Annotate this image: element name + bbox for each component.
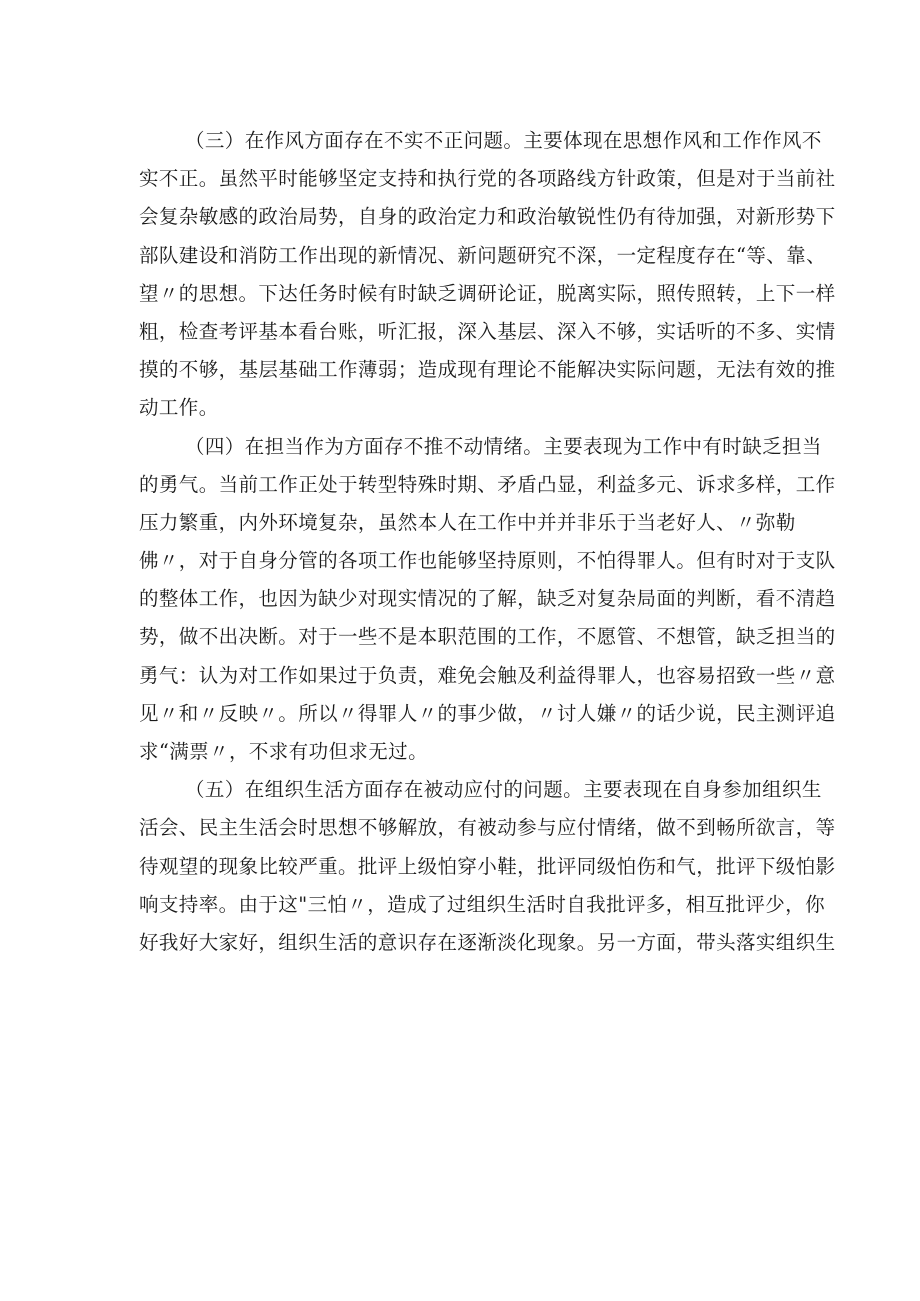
text-line: 动工作。 bbox=[139, 396, 219, 420]
text-line: 望〃的思想。下达任务时候有时缺乏调研论证，脱离实际，照传照转，上下一样 bbox=[139, 281, 836, 305]
text-line: 粗，检查考评基本看台账，听汇报，深入基层、深入不够，实话听的不多、实情 bbox=[139, 319, 836, 343]
text-line: （三）在作风方面存在不实不正问题。主要体现在思想作风和工作作风不 bbox=[185, 129, 822, 152]
text-line: 佛〃，对于自身分管的各项工作也能够坚持原则，不怕得罪人。但有时对于支队 bbox=[139, 549, 836, 573]
text-line: 求“满票〃，不求有功但求无过。 bbox=[139, 740, 428, 763]
text-line: 实不正。虽然平时能够坚定支持和执行党的各项路线方针政策，但是对于当前社 bbox=[139, 167, 836, 191]
text-line: 的整体工作，也因为缺少对现实情况的了解，缺乏对复杂局面的判断，看不清趋 bbox=[139, 587, 836, 611]
text-line: 势，做不出决断。对于一些不是本职范围的工作，不愿管、不想管，缺乏担当的 bbox=[139, 625, 836, 649]
text-line: 压力繁重，内外环境复杂，虽然本人在工作中并并非乐于当老好人、〃弥勒 bbox=[139, 510, 796, 534]
text-line: 见〃和〃反映〃。所以〃得罪人〃的事少做，〃讨人嫌〃的话少说，民主测评追 bbox=[139, 701, 836, 725]
text-line: 待观望的现象比较严重。批评上级怕穿小鞋，批评同级怕伤和气，批评下级怕影 bbox=[139, 854, 836, 878]
text-line: 好我好大家好，组织生活的意识存在逐渐淡化现象。另一方面，带头落实组织生 bbox=[139, 930, 836, 954]
text-line: 摸的不够，基层基础工作薄弱；造成现有理论不能解决实际问题，无法有效的推 bbox=[139, 358, 836, 382]
document-body bbox=[139, 122, 836, 962]
text-line: 活会、民主生活会时思想不够解放，有被动参与应付情绪，做不到畅所欲言，等 bbox=[139, 816, 836, 840]
text-line: 勇气：认为对工作如果过于负责，难免会触及利益得罪人，也容易招致一些〃意 bbox=[139, 663, 836, 687]
paragraph-style-issues bbox=[139, 122, 836, 428]
text-line: （五）在组织生活方面存在被动应付的问题。主要表现在自身参加组织生 bbox=[185, 778, 822, 802]
paragraph-responsibility-issues bbox=[139, 428, 836, 772]
text-line: （四）在担当作为方面存不推不动情绪。主要表现为工作中有时缺乏担当 bbox=[185, 434, 822, 458]
text-line: 的勇气。当前工作正处于转型特殊时期、矛盾凸显，利益多元、诉求多样，工作 bbox=[139, 472, 836, 496]
paragraph-organization-life-issues bbox=[139, 771, 836, 962]
text-line: 会复杂敏感的政治局势，自身的政治定力和政治敏锐性仍有待加强，对新形势下 bbox=[139, 205, 836, 229]
text-line: 部队建设和消防工作出现的新情况、新问题研究不深，一定程度存在“等、靠、 bbox=[139, 243, 826, 267]
text-line: 响支持率。由于这"三怕〃，造成了过组织生活时自我批评多，相互批评少，你 bbox=[139, 892, 825, 916]
